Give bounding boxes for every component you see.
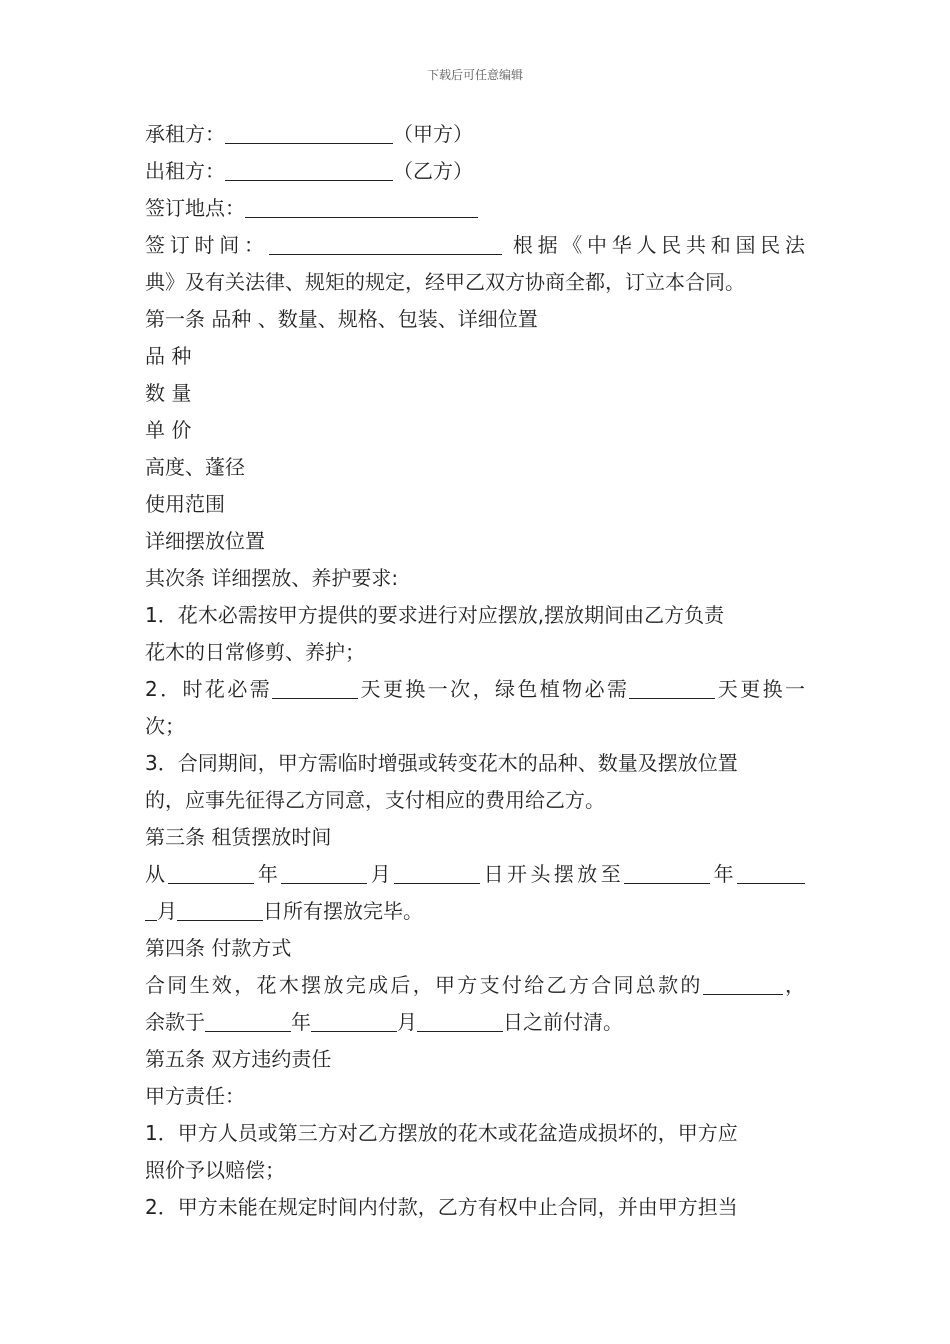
contract-body [145,116,805,1226]
clause-2-3-line-2: 的，应事先征得乙方同意，支付相应的费用给乙方。 [145,788,605,812]
lessor-blank [225,156,393,181]
balance-label: 余款于 [145,1010,205,1034]
signing-place-line [145,190,805,227]
clause-2-3-line-1: 3．合同期间，甲方需临时增强或转变花木的品种、数量及摆放位置 [145,751,738,775]
clause-2-1-line-2: 花木的日常修剪、养护； [145,640,365,664]
flower-interval-blank [272,674,358,699]
article-2-heading: 其次条 详细摆放、养护要求: [145,566,399,590]
signing-place-blank [245,193,478,218]
lessee-blank [225,119,393,144]
comma: ， [782,973,806,997]
end-day-blank [177,896,263,921]
clause-2-2-text-b: 天更换一次，绿色植物必需 [358,677,630,701]
payment-text: 合同生效，花木摆放完成后，甲方支付给乙方合同总款的 [145,973,703,997]
clause-2-2-text-c: 天更换一 [715,677,806,701]
month-label: 月 [367,862,395,886]
clause-2-2-line-2: 次； [145,714,185,738]
start-day-blank [394,859,480,884]
balance-month-blank [311,1007,397,1032]
from-label: 从 [145,862,169,886]
article-4-heading: 第四条 付款方式 [145,936,292,960]
signing-place-label: 签订地点： [145,196,245,220]
lessor-label: 出租方： [145,159,225,183]
party-b-label: （乙方） [393,159,473,183]
preamble-line: 典》及有关法律、规矩的规定，经甲乙双方协商全都，订立本合同。 [145,270,745,294]
plant-interval-blank [629,674,715,699]
end-year-blank [624,859,710,884]
clause-2-2-line-1 [145,671,805,708]
item-unit-price: 单 价 [145,418,192,442]
item-placement: 详细摆放位置 [145,529,265,553]
end-month-blank-a [737,859,805,884]
payment-ratio-blank [703,970,783,995]
start-to-label: 日开头摆放至 [480,862,625,886]
signing-time-line [145,227,805,264]
lessee-line [145,116,805,153]
balance-deadline-label: 日之前付清。 [503,1010,623,1034]
lease-period-line-2 [145,893,805,930]
year-label: 年 [710,862,738,886]
completion-label: 日所有摆放完毕。 [263,899,423,923]
item-quantity: 数 量 [145,381,192,405]
month-label: 月 [397,1010,417,1034]
signing-time-label: 签订时间： [145,233,269,257]
start-month-blank [281,859,367,884]
month-label: 月 [157,899,177,923]
signing-time-blank [269,230,502,255]
balance-day-blank [417,1007,503,1032]
item-usage-scope: 使用范围 [145,492,225,516]
article-5-heading: 第五条 双方违约责任 [145,1047,332,1071]
clause-2-2-text-a: 2．时花必需 [145,677,273,701]
liability-1-line-2: 照价予以赔偿； [145,1158,285,1182]
clause-2-1-line-1: 1．花木必需按甲方提供的要求进行对应摆放,摆放期间由乙方负责 [145,603,725,627]
item-variety: 品 种 [145,344,192,368]
start-year-blank [168,859,254,884]
article-3-heading: 第三条 租赁摆放时间 [145,825,332,849]
article-1-heading: 第一条 品种 、数量、规格、包装、详细位置 [145,307,538,331]
payment-line-1 [145,967,805,1004]
lessor-line [145,153,805,190]
party-a-liability-heading: 甲方责任： [145,1084,245,1108]
liability-2-line-1: 2．甲方未能在规定时间内付款，乙方有权中止合同，并由甲方担当 [145,1195,738,1219]
liability-1-line-1: 1．甲方人员或第三方对乙方摆放的花木或花盆造成损坏的，甲方应 [145,1121,738,1145]
year-label: 年 [291,1010,311,1034]
lease-period-line-1 [145,856,805,893]
item-height-spread: 高度、蓬径 [145,455,245,479]
lessee-label: 承租方： [145,122,225,146]
party-a-label: （甲方） [393,122,473,146]
preamble-start: 根据《中华人民共和国民法 [501,233,805,257]
year-label: 年 [254,862,282,886]
end-month-blank-b [145,896,157,921]
page-header-note: 下载后可任意编辑 [426,68,523,82]
payment-line-2 [145,1004,805,1041]
balance-year-blank [205,1007,291,1032]
